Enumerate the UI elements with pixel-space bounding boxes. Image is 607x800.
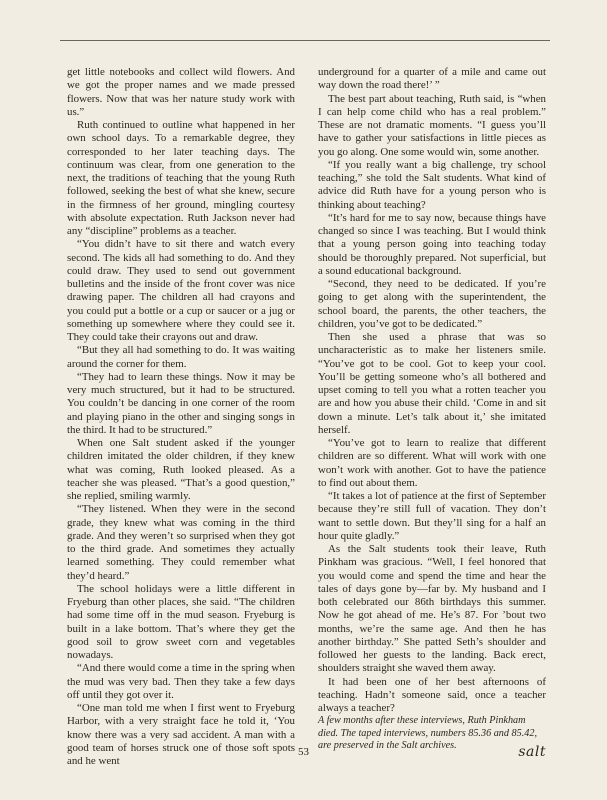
footnote: A few months after these interviews, Ruth Pinkham died. The taped interviews, numbers 85.36 and 85.42, are preserved in the Salt archives. xyxy=(318,715,538,751)
paragraph: It had been one of her best afternoons of teaching. Hadn’t someone said, once a teacher always a teacher? xyxy=(318,675,546,714)
paragraph: underground for a quarter of a mile and came out way down the road there!’ ” xyxy=(318,66,546,92)
paragraph: “You didn’t have to sit there and watch every second. The kids all had something to do. And they could draw. They used to send out government bulletins and the inside of the front cover was nice drawing paper. The children all had crayons and you could put a bottle or a cup or saucer or a jug or something up somewhere where they could see it. They could take their crayons out and draw. xyxy=(67,238,295,343)
right-column xyxy=(318,66,546,759)
paragraph: The best part about teaching, Ruth said, is “when I can help come child who has a real problem.” These are not dramatic moments. “I guess you’ll have to gather your satisfactions in little pieces as you go along. One some would win, some another. xyxy=(318,92,546,158)
paragraph: “They listened. When they were in the second grade, they knew what was coming in the third grade. And they weren’t so surprised when they got to the third grade. And sometimes they actually learned something. They could remember what they’d heard.” xyxy=(67,503,295,582)
paragraph: “It’s hard for me to say now, because things have changed so since I was teaching. But I would think that a young person going into teaching today should be thoroughly prepared. Not superficial, but a sound educational background. xyxy=(318,211,546,277)
paragraph: “And there would come a time in the spring when the mud was very bad. Then they take a few days off until they got over it. xyxy=(67,662,295,701)
paragraph: “But they all had something to do. It was waiting around the corner for them. xyxy=(67,344,295,370)
paragraph: get little notebooks and collect wild flowers. And we got the proper names and we made pressed flowers. Now that was her nature study work with us.” xyxy=(67,66,295,118)
paragraph: Then she used a phrase that was so uncharacteristic as to make her listeners smile. “You’ve got to be cool. Got to keep your cool. You’ll be getting someone who’s all bothered and upset coming to tell you what a rotten teacher you are and how you abuse their child. ‘Come in and sit down a minute. Let’s talk about it,’ she imitated herself. xyxy=(318,331,546,436)
paragraph: “It takes a lot of patience at the first of September because they’re still full of vacation. They don’t want to settle down. But they’ll sing for a half an hour quite gladly.” xyxy=(318,490,546,542)
paragraph: Ruth continued to outline what happened in her own school days. To a remarkable degree, they corresponded to her later teaching days. The continuum was clear, from one generation to the next, the traditions of teaching that the young Ruth followed, seeking the best of what she knew, secure in the firmness of her ground, mingling courtesy with absolute expectation. Ruth Jackson never had any “discipline” problems as a teacher. xyxy=(67,119,295,237)
page-number: 53 xyxy=(298,746,309,758)
paragraph: “They had to learn these things. Now it may be very much structured, but it had to be structured. You couldn’t be dancing in one corner of the room and playing piano in the other and singing songs in the third. It had to be structured.” xyxy=(67,370,295,436)
paragraph: “You’ve got to learn to realize that different children are so different. What will work with one won’t work with another. Got to have the patience to find out about them. xyxy=(318,437,546,489)
paragraph: When one Salt student asked if the younger children imitated the older children, if they knew what was coming, Ruth looked pleased. As a teacher she was pleased. “That’s a good question,” she replied, smiling warmly. xyxy=(67,437,295,502)
left-column xyxy=(67,66,295,768)
top-rule xyxy=(60,40,550,41)
paragraph: As the Salt students took their leave, Ruth Pinkham was gracious. “Well, I feel honored that you would come and spend the time and hear the tales of days gone by—far by. My husband and I both celebrated our 86th birthdays this summer. Now he got ahead of me. He’s 87. For ’bout two months, we’re the same age. And then he has another birthday.” She patted Seth’s shoulder and followed her guests to the landing. Back erect, shoulders straight she waved them away. xyxy=(318,543,546,675)
salt-signature-mark: salt xyxy=(518,744,546,761)
paragraph: “If you really want a big challenge, try school teaching,” she told the Salt students. What kind of advice did Ruth have for a young person who is thinking about teaching? xyxy=(318,158,546,211)
paragraph: “Second, they need to be dedicated. If you’re going to get along with the superintendent, the school board, the parents, the other teachers, the children, you’ve got to be dedicated.” xyxy=(318,278,546,330)
paragraph: The school holidays were a little different in Fryeburg than other places, she said. “The children had some time off in the mud season. Fryeburg is built in a lake bottom. That’s where they get the good soil to grow sweet corn and vegetables nowadays. xyxy=(67,582,295,661)
paragraph: “One man told me when I first went to Fryeburg Harbor, with a very straight face he told it, ‘You know there was a very sad accident. A man with a good team of horses struck one of those soft spots and he went xyxy=(67,702,295,767)
